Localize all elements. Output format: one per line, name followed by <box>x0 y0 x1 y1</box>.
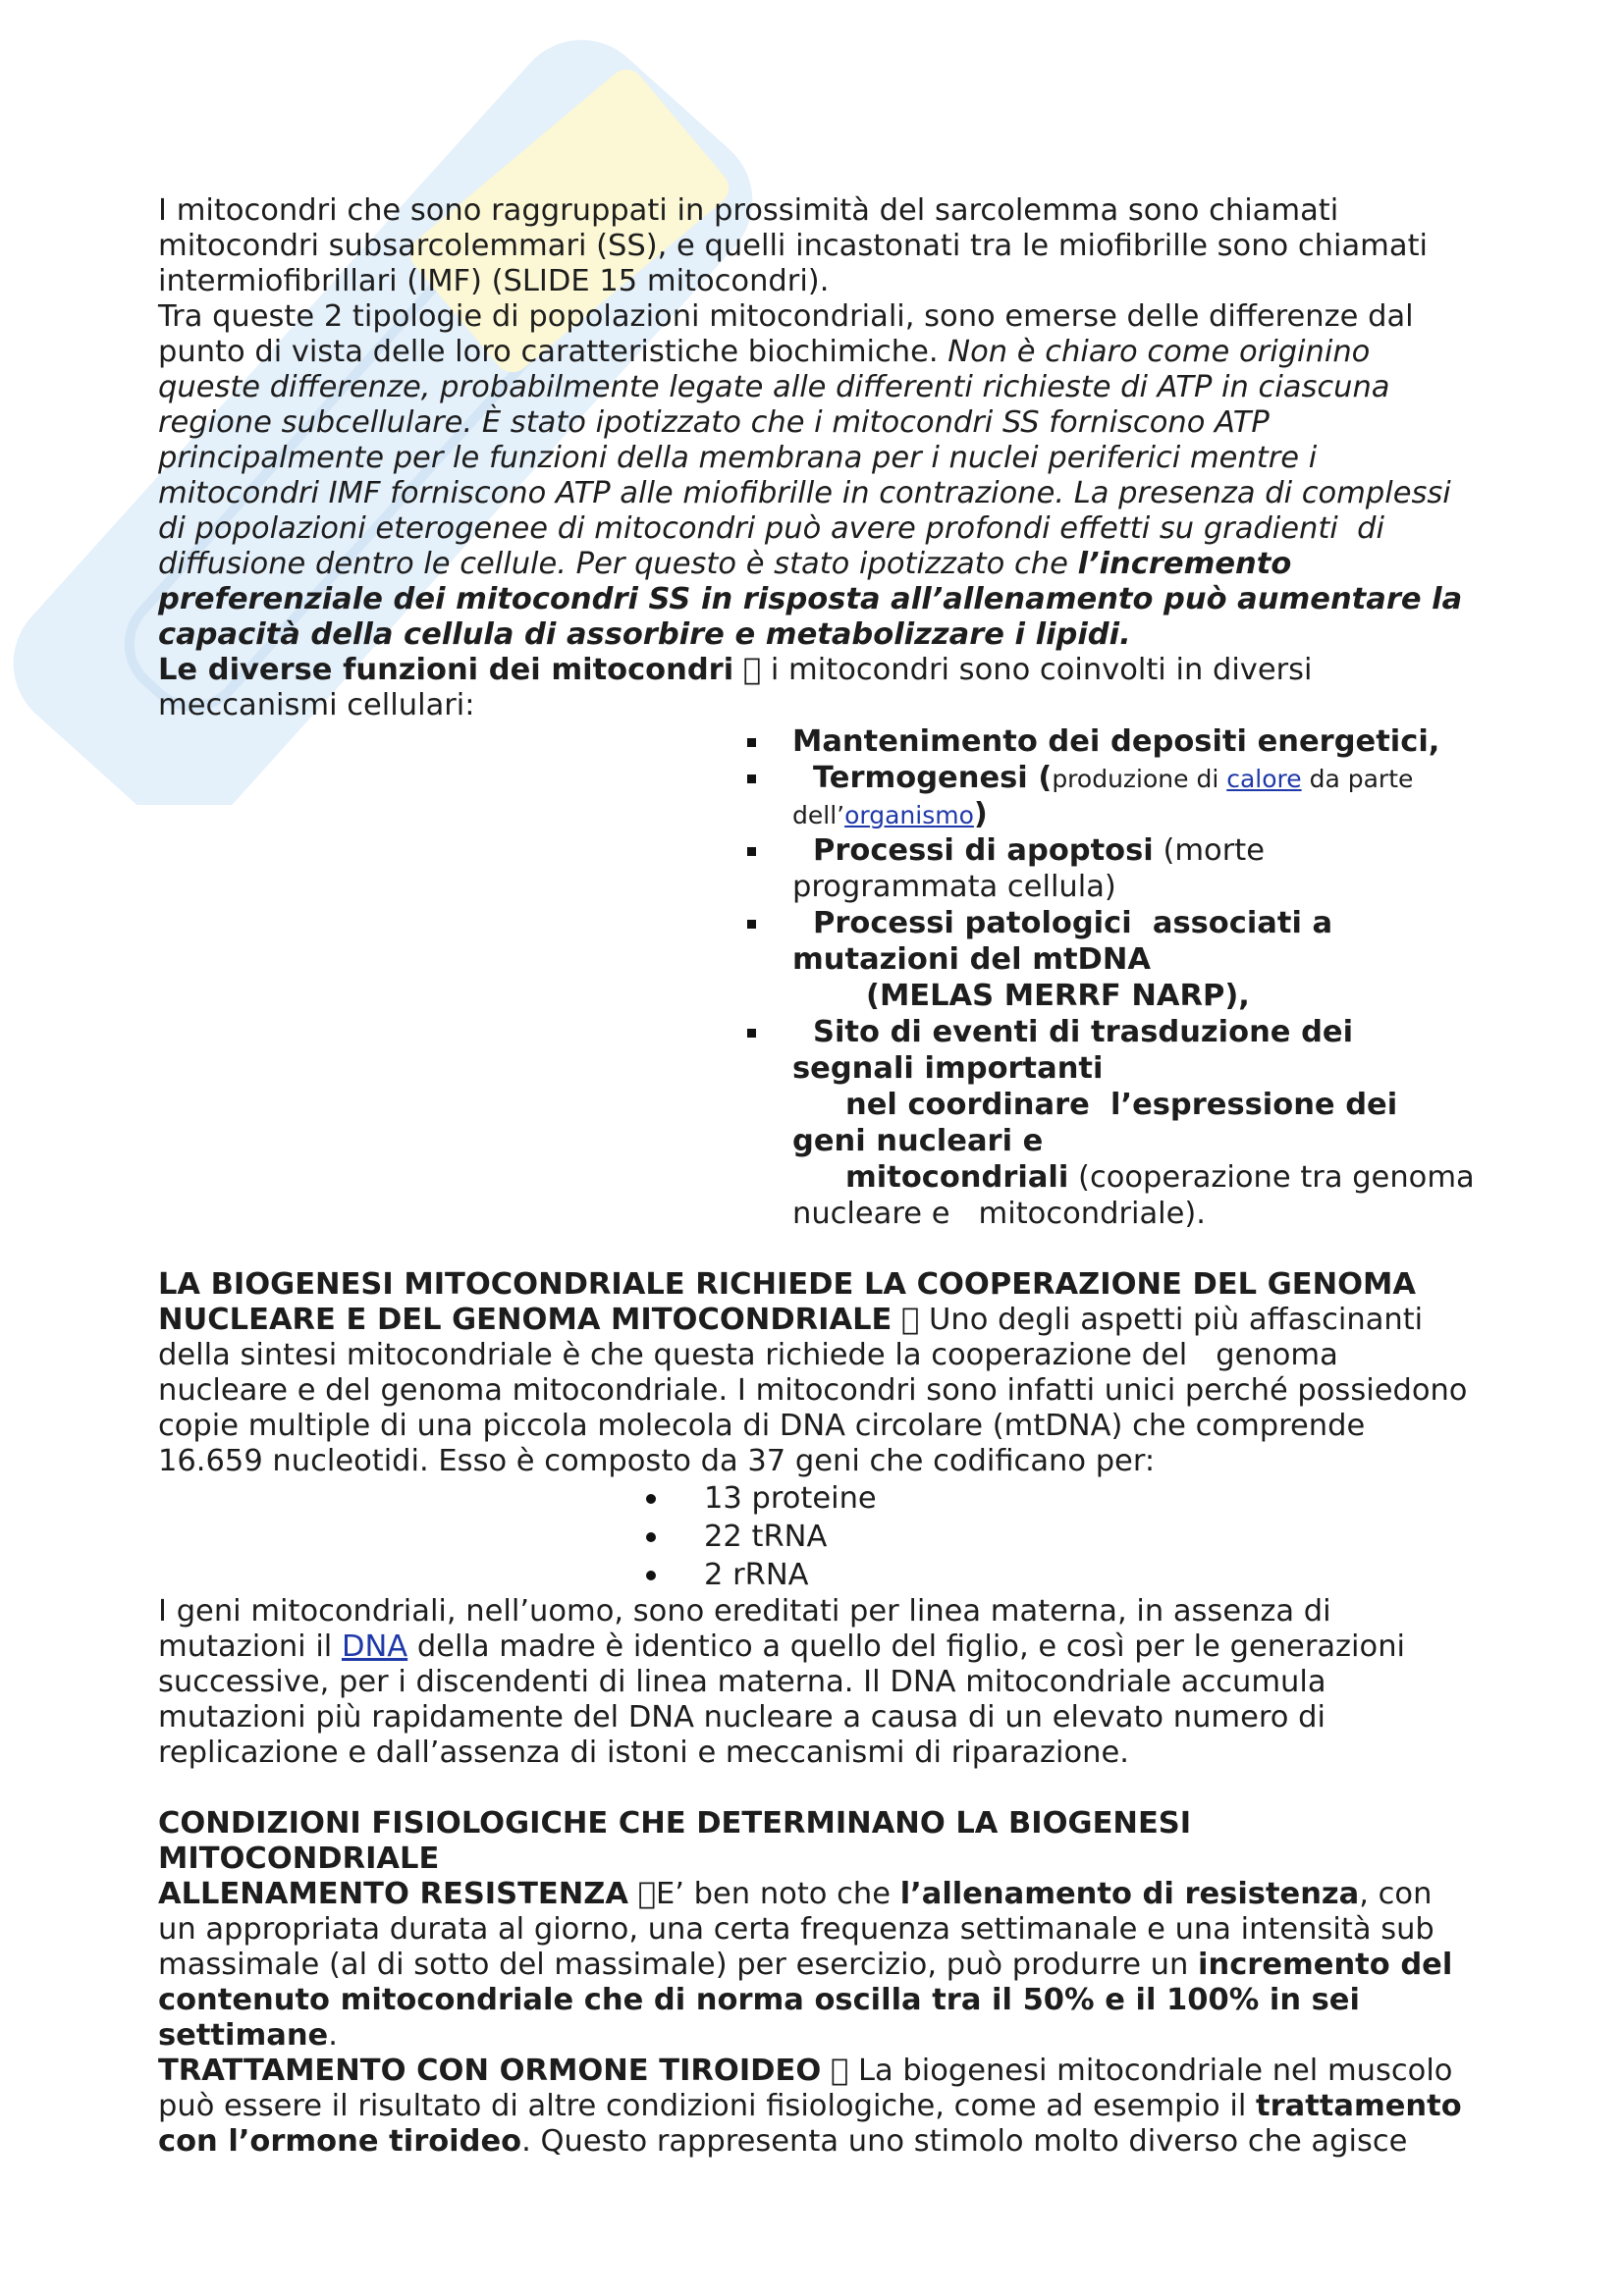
closing-paren: ) <box>973 797 988 831</box>
text-segment: della madre è identico a quello del figlio, e così per le generazioni <box>407 1629 1405 1664</box>
list-item <box>158 832 1572 905</box>
functions-heading: Le diverse funzioni dei mitocondri <box>158 653 734 687</box>
text-line: meccanismi cellulari: <box>158 688 475 722</box>
text-line <box>158 2089 1572 2124</box>
text-line <box>158 1948 1572 1983</box>
square-bullet-icon <box>747 1029 756 1038</box>
genes-list <box>158 1479 1572 1594</box>
text-line: copie multiple di una piccola molecola di DNA circolare (mtDNA) che comprende <box>158 1409 1366 1443</box>
note-text: da parte <box>1301 765 1414 793</box>
list-item-title: Processi di apoptosi <box>813 833 1154 868</box>
text-segment: i mitocondri sono coinvolti in diversi <box>752 653 1304 687</box>
arrow-icon <box>637 1877 648 1911</box>
text-line <box>158 1629 1572 1665</box>
subheading: ALLENAMENTO RESISTENZA <box>158 1877 628 1911</box>
list-item-text: 2 rRNA <box>704 1558 809 1592</box>
functions-list <box>158 723 1572 1232</box>
list-item <box>158 1518 1572 1556</box>
document-body <box>158 193 1572 2160</box>
italic-line: principalmente per le funzioni della membrana per i nuclei periferici mentre i <box>158 441 1318 475</box>
list-item-line <box>792 760 1572 796</box>
text-segment: (morte <box>1153 833 1265 868</box>
text-line: della sintesi mitocondriale è che questa richiede la cooperazione del genoma <box>158 1338 1338 1372</box>
list-item-line: programmata cellula) <box>792 870 1116 904</box>
text-segment: mutazioni il <box>158 1629 342 1664</box>
text-line <box>158 547 1572 582</box>
list-item-line: mutazioni del mtDNA <box>792 942 1152 977</box>
text-line <box>158 335 1572 370</box>
arrow-icon <box>901 1303 911 1337</box>
bold-text: con l’ormone tiroideo <box>158 2124 522 2159</box>
italic-line: regione subcellulare. È stato ipotizzato che i mitocondri SS forniscono ATP <box>158 405 1270 440</box>
italic-text: diffusione dentro le cellule. Per questo è stato ipotizzato che <box>158 547 1078 581</box>
section-heading: NUCLEARE E DEL GENOMA MITOCONDRIALE <box>158 1303 893 1337</box>
link-organismo[interactable]: organismo <box>844 801 974 829</box>
section-heading: MITOCONDRIALE <box>158 1842 440 1876</box>
round-bullet-icon <box>646 1532 656 1542</box>
text-segment: La biogenesi mitocondriale nel muscolo <box>839 2054 1444 2088</box>
text-line: mitocondri subsarcolemmari (SS), e quelli incastonati tra le miofibrille sono chiamati <box>158 229 1429 263</box>
text-line: intermiofibrillari (IMF) (SLIDE 15 mitocondri). <box>158 264 830 298</box>
blank-line <box>158 1771 1572 1806</box>
list-item-title: Termogenesi ( <box>813 761 1053 795</box>
text-segment: può essere il risultato di altre condizioni fisiologiche, come ad esempio il <box>158 2089 1256 2123</box>
bold-text: incremento del <box>1198 1948 1453 1982</box>
italic-line: di popolazioni eterogenee di mitocondri può avere profondi effetti su gradienti di <box>158 511 1384 546</box>
note-text: produzione di <box>1052 765 1227 793</box>
list-item <box>158 1556 1572 1594</box>
bold-italic-text: l’incremento <box>1077 547 1292 581</box>
text-line <box>158 1877 1572 1912</box>
text-line <box>158 2018 1572 2054</box>
list-item-line: segnali importanti <box>792 1051 1104 1086</box>
blank-line <box>158 1232 1572 1267</box>
biogenesis-section <box>158 1267 1572 1771</box>
text-segment: massimale (al di sotto del massimale) per esercizio, può produrre un <box>158 1948 1199 1982</box>
text-segment: , con <box>1350 1877 1424 1911</box>
arrow-icon <box>830 2054 840 2088</box>
list-item <box>158 1014 1572 1232</box>
bold-text: settimane <box>158 2018 329 2053</box>
list-item-line: Sito di eventi di trasduzione dei <box>813 1015 1354 1049</box>
arrow-icon <box>742 653 753 687</box>
list-item-line: Processi patologici associati a <box>813 906 1333 940</box>
list-item-line: nel coordinare l’espressione dei <box>845 1088 1398 1122</box>
square-bullet-icon <box>747 847 756 856</box>
text-segment: Uno degli aspetti più affascinanti <box>910 1303 1415 1337</box>
text-line <box>158 2124 1572 2160</box>
conditions-section <box>158 1806 1572 2160</box>
round-bullet-icon <box>646 1571 656 1580</box>
text-line: Tra queste 2 tipologie di popolazioni mitocondriali, sono emerse delle differenze dal <box>158 299 1414 334</box>
round-bullet-icon <box>646 1494 656 1504</box>
list-item <box>158 760 1572 832</box>
text-segment <box>733 653 743 687</box>
text-line: mutazioni più rapidamente del DNA nucleare a causa di un elevato numero di <box>158 1700 1325 1735</box>
list-item-line <box>792 1159 1572 1196</box>
list-item-text: Mantenimento dei depositi energetici, <box>792 724 1440 759</box>
link-dna[interactable]: DNA <box>341 1629 408 1664</box>
text-segment: . Questo rappresenta uno stimolo molto diverso che agisce <box>521 2124 1408 2159</box>
list-item-line <box>792 796 1572 832</box>
bold-italic-line: capacità della cellula di assorbire e metabolizzare i lipidi. <box>158 617 1131 652</box>
list-item-line: (MELAS MERRF NARP), <box>866 979 1250 1013</box>
bold-text: l’allenamento di resistenza <box>892 1877 1351 1911</box>
text-segment <box>628 1877 638 1911</box>
list-item <box>158 905 1572 1014</box>
text-line: replicazione e dall’assenza di istoni e meccanismi di riparazione. <box>158 1735 1129 1770</box>
note-text: dell’ <box>792 801 845 829</box>
list-item-text: 13 proteine <box>704 1481 877 1516</box>
text-line <box>158 653 1572 688</box>
square-bullet-icon <box>747 738 756 747</box>
intro-section <box>158 193 1572 723</box>
square-bullet-icon <box>747 920 756 929</box>
text-line: I geni mitocondriali, nell’uomo, sono ereditati per linea materna, in assenza di <box>158 1594 1331 1629</box>
subheading: TRATTAMENTO CON ORMONE TIROIDEO <box>158 2054 822 2088</box>
list-item-line: nucleare e mitocondriale). <box>792 1197 1206 1231</box>
bold-line: contenuto mitocondriale che di norma oscilla tra il 50% e il 100% in sei <box>158 1983 1360 2017</box>
list-item-line: geni nucleari e <box>792 1124 1044 1158</box>
italic-text: Non è chiaro come originino <box>947 335 1371 369</box>
text-segment: . <box>328 2018 338 2053</box>
italic-line: mitocondri IMF forniscono ATP alle miofibrille in contrazione. La presenza di complessi <box>158 476 1451 510</box>
bold-text: mitocondriali <box>845 1160 1069 1195</box>
list-item <box>158 723 1572 760</box>
text-segment: (cooperazione tra genoma <box>1068 1160 1475 1195</box>
italic-line: queste differenze, probabilmente legate alle differenti richieste di ATP in ciascuna <box>158 370 1390 404</box>
text-line: nucleare e del genoma mitocondriale. I mitocondri sono infatti unici perché possiedono <box>158 1373 1468 1408</box>
text-line: successive, per i discendenti di linea materna. Il DNA mitocondriale accumula <box>158 1665 1326 1699</box>
text-segment: E’ ben noto che <box>647 1877 893 1911</box>
list-item-text: 22 tRNA <box>704 1520 828 1554</box>
bold-text: trattamento <box>1256 2089 1462 2123</box>
text-line <box>158 1303 1572 1338</box>
bold-italic-line: preferenziale dei mitocondri SS in risposta all’allenamento può aumentare la <box>158 582 1463 616</box>
link-calore[interactable]: calore <box>1226 765 1302 793</box>
text-line: 16.659 nucleotidi. Esso è composto da 37 geni che codificano per: <box>158 1444 1156 1478</box>
section-heading: CONDIZIONI FISIOLOGICHE CHE DETERMINANO LA BIOGENESI <box>158 1806 1192 1841</box>
text-line: un appropriata durata al giorno, una certa frequenza settimanale e una intensità sub <box>158 1912 1434 1947</box>
square-bullet-icon <box>747 774 756 783</box>
text-segment <box>821 2054 831 2088</box>
list-item <box>158 1479 1572 1518</box>
text-segment: punto di vista delle loro caratteristiche biochimiche. <box>158 335 948 369</box>
text-segment <box>892 1303 901 1337</box>
list-item-line <box>792 832 1572 869</box>
text-line <box>158 2054 1572 2089</box>
text-line: I mitocondri che sono raggruppati in prossimità del sarcolemma sono chiamati <box>158 193 1339 228</box>
section-heading: LA BIOGENESI MITOCONDRIALE RICHIEDE LA COOPERAZIONE DEL GENOMA <box>158 1267 1416 1302</box>
